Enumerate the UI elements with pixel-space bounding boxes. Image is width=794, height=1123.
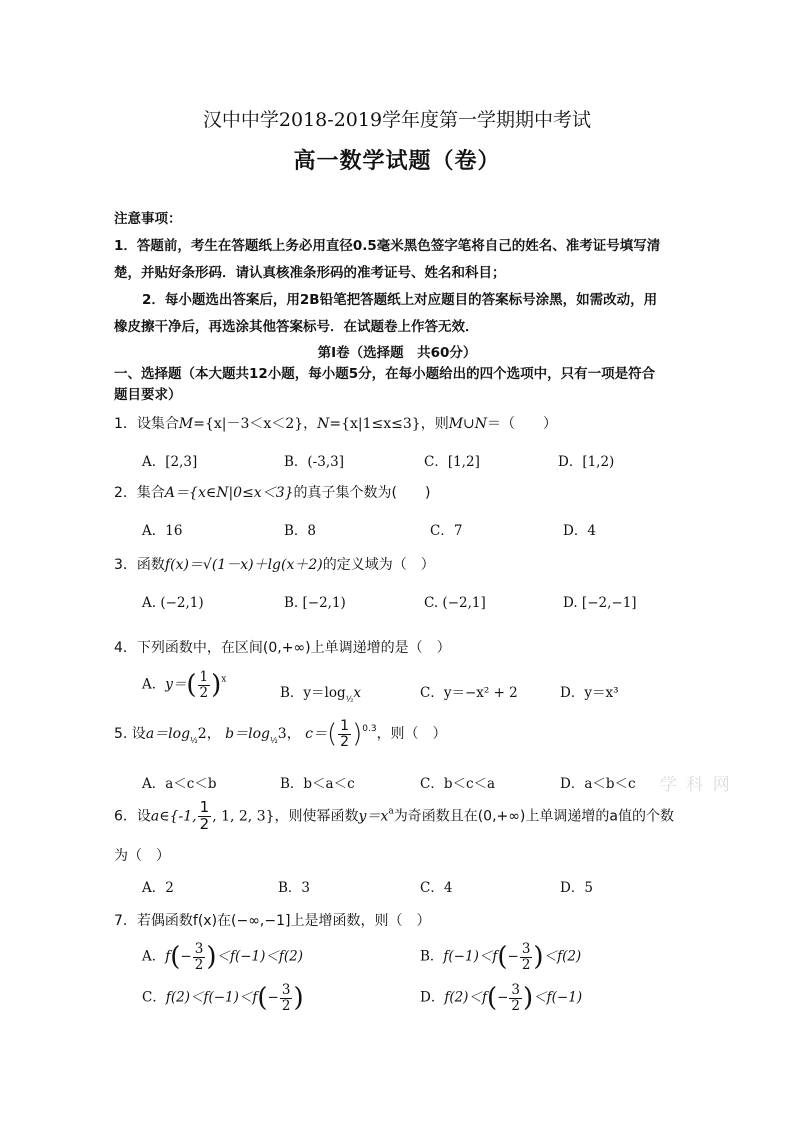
q5-option-a: A．a＜c＜b (142, 776, 217, 792)
q1-option-c: C．[1,2] (424, 454, 480, 470)
q7-a-frac-den: 2 (194, 956, 204, 973)
q1-set-n: ={x|1≤x≤3}，则 (329, 416, 449, 432)
q7-d-right-paren-icon: ) (523, 983, 534, 1013)
q7-a-fraction (193, 942, 206, 971)
q4-option-c: C．y＝−x² + 2 (420, 685, 518, 701)
q4-option-a-fraction (198, 670, 211, 699)
q3-option-c: C. (−2,1] (424, 595, 486, 611)
q7-option-a-pre: f (165, 948, 171, 965)
question-6 (114, 800, 674, 833)
q7-option-d-label: D． (420, 989, 445, 1006)
q4-option-d: D．y＝x³ (560, 685, 619, 701)
q4-option-a (142, 670, 226, 700)
section-title: 第Ⅰ卷（选择题 共60分） (317, 345, 477, 361)
q2-set-expression: A＝{x∈N|0≤x＜3} (164, 485, 294, 501)
q7-a-right-paren-icon: ) (206, 942, 217, 972)
q4-left-paren-icon: ( (186, 670, 197, 700)
q7-c-frac-den: 2 (281, 997, 291, 1014)
q7-b-left-paren-icon: ( (497, 942, 508, 972)
q7-d-frac-den: 2 (511, 997, 521, 1014)
q6-prefix: 6．设 (114, 808, 151, 825)
q7-option-b-label: B． (420, 948, 444, 965)
q1-set-m-name: M (178, 416, 194, 432)
q3-prefix: 3．函数 (114, 557, 165, 573)
question-3 (114, 554, 435, 574)
q5-option-d: D．a＜b＜c (560, 776, 636, 792)
q3-tail: 的定义域为（ ） (322, 557, 435, 573)
question-7: 7．若偶函数f(x)在(−∞,−1]上是增函数，则（ ） (114, 913, 431, 929)
q1-option-d: D．[1,2) (558, 454, 615, 470)
q6-option-a: A．2 (142, 880, 174, 896)
q6-option-c: C．4 (420, 880, 453, 896)
q7-b-frac-den: 2 (521, 956, 531, 973)
notice-item1-line1: 1．答题前，考生在答题纸上务必用直径0.5毫米黑色签字笔将自己的姓名、准考证号填写清 (114, 238, 661, 254)
q7-option-d-pre: f(2)＜f (444, 989, 487, 1006)
q4-option-b (280, 681, 361, 704)
q6-line2: 为（ ） (114, 848, 170, 864)
question-4: 4．下列函数中，在区间(0,+∞)上单调递增的是（ ） (114, 640, 451, 656)
q7-c-right-paren-icon: ) (293, 983, 304, 1013)
q6-option-b: B．3 (278, 880, 311, 896)
q3-option-a: A. (−2,1) (142, 595, 204, 611)
q7-c-fraction (280, 983, 293, 1012)
notice-item2-line2: 橡皮擦干净后，再选涂其他答案标号．在试题卷上作答无效． (114, 319, 479, 335)
q2-option-c: C．7 (430, 523, 463, 539)
notice-item1-line2: 楚，并贴好条形码．请认真核准条形码的准考证号、姓名和科目； (114, 265, 506, 281)
q7-b-frac-num: 3 (521, 941, 531, 958)
q5-frac-den: 2 (340, 733, 350, 750)
q2-option-a: A．16 (142, 523, 183, 539)
q3-option-b: B. [−2,1) (284, 595, 346, 611)
q7-option-b-pre: f(−1)＜f (443, 948, 498, 965)
q5-option-b: B．b＜a＜c (280, 776, 355, 792)
q4-option-a-label: A． (142, 676, 166, 693)
notice-item2-line1: 2．每小题选出答案后，用2B铅笔把答题纸上对应题目的答案标号涂黑，如需改动，用 (142, 292, 658, 308)
q6-power-function: y＝x (358, 808, 389, 825)
q4-frac-num: 1 (199, 669, 209, 686)
q6-frac-den: 2 (199, 814, 210, 833)
q7-c-left-paren-icon: ( (257, 983, 268, 1013)
q7-d-left-paren-icon: ( (486, 983, 498, 1013)
q5-c-exponent: 0.3 (362, 724, 377, 735)
q7-option-c-label: C． (142, 989, 166, 1006)
q2-tail: 的真子集个数为( ) (293, 485, 431, 501)
q7-b-right-paren-icon: ) (533, 942, 544, 972)
q5-right-paren-icon: ) (352, 719, 363, 750)
q5-b-def: b＝log (225, 726, 271, 743)
question-1 (114, 413, 557, 433)
exam-school-title: 汉中中学2018-2019学年度第一学期期中考试 (202, 109, 592, 131)
question-5 (114, 719, 447, 749)
q2-option-b: B．8 (284, 523, 317, 539)
q2-option-d: D．4 (563, 523, 596, 539)
q6-option-d: D．5 (560, 880, 593, 896)
q1-prefix: 1．设集合 (114, 416, 179, 432)
q5-b-base: ½ (270, 736, 278, 746)
q1-option-b: B．(-3,3] (284, 454, 344, 470)
q4-option-b-text: B．y＝log (280, 685, 346, 701)
q2-prefix: 2．集合 (114, 485, 165, 501)
exam-paper-title: 高一数学试题（卷） (293, 148, 501, 174)
q7-option-b-post: ＜f(2) (543, 948, 582, 965)
q7-c-frac-num: 3 (281, 982, 291, 999)
q7-option-a-post: ＜f(−1)＜f(2) (216, 948, 304, 965)
q7-option-a: A．f(− $\frac{3}{2}$ )＜f(−1)＜f(2) (142, 941, 304, 973)
q7-a-left-paren-icon: ( (170, 942, 181, 972)
watermark: 学 科 网 (660, 775, 732, 795)
q3-option-d: D. [−2,−1] (563, 595, 637, 611)
q5-c-def: c＝ (305, 726, 327, 743)
q4-option-a-exponent: x (221, 674, 227, 685)
q4-right-paren-icon: ) (211, 670, 222, 700)
q1-set-m: ={x|－3＜x＜2}， (193, 416, 318, 432)
q5-frac-num: 1 (340, 718, 350, 734)
q7-option-a-label: A． (142, 948, 166, 965)
section-instructions-line2: 题目要求） (114, 387, 182, 403)
notice-heading: 注意事项： (114, 211, 182, 227)
q5-a-arg: 2， (197, 726, 221, 743)
q5-a-def: a＝log (145, 726, 191, 743)
question-2 (114, 482, 430, 502)
q6-power-exponent: a (388, 806, 394, 817)
q4-frac-den: 2 (199, 684, 209, 701)
q7-d-frac-num: 3 (511, 982, 521, 999)
q5-b-arg: 3， (277, 726, 301, 743)
q7-option-d-post: ＜f(−1) (533, 989, 583, 1006)
q1-option-a: A．[2,3] (142, 454, 198, 470)
q4-option-a-lhs: y＝ (165, 676, 187, 693)
q1-tail: ＝（ ） (487, 416, 558, 432)
q6-tail: 为奇函数且在(0,+∞)上单调递增的a值的个数 (393, 808, 674, 825)
q1-union: M∪N (448, 416, 488, 432)
section-instructions-line1: 一、选择题（本大题共12小题，每小题5分，在每小题给出的四个选项中，只有一项是符合 (114, 366, 656, 382)
q5-left-paren-icon: ( (327, 719, 338, 750)
q6-half-fraction (198, 800, 212, 833)
q6-set-pre: a∈{-1, (150, 808, 197, 825)
q5-tail: ，则（ ） (376, 726, 447, 743)
q7-option-c: C．f(2)＜f(−1)＜f(− $\frac{3}{2}$ ) (142, 982, 304, 1014)
q7-b-fraction (520, 942, 533, 971)
q7-option-b: B．f(−1)＜f(− $\frac{3}{2}$ )＜f(2) (420, 941, 582, 973)
q7-option-c-pre: f(2)＜f(−1)＜f (165, 989, 258, 1006)
q7-a-frac-num: 3 (194, 941, 204, 958)
q7-option-d: D．f(2)＜f(− $\frac{3}{2}$ )＜f(−1) (420, 982, 583, 1014)
q1-set-n-name: N (317, 416, 330, 432)
q5-option-c: C．b＜c＜a (420, 776, 496, 792)
q5-a-base: ½ (190, 736, 198, 746)
q4-option-b-arg: x (353, 685, 362, 701)
q5-prefix: 5. 设 (114, 726, 146, 743)
q7-d-fraction (509, 983, 522, 1012)
q6-set-post: , 1, 2, 3}，则使幂函数 (212, 808, 359, 825)
q5-c-fraction (338, 719, 351, 749)
q3-function-expression: f(x)＝√(1－x)＋lg(x＋2) (164, 557, 323, 573)
q6-frac-num: 1 (199, 798, 210, 816)
q4-option-b-base: ½ (345, 695, 354, 704)
